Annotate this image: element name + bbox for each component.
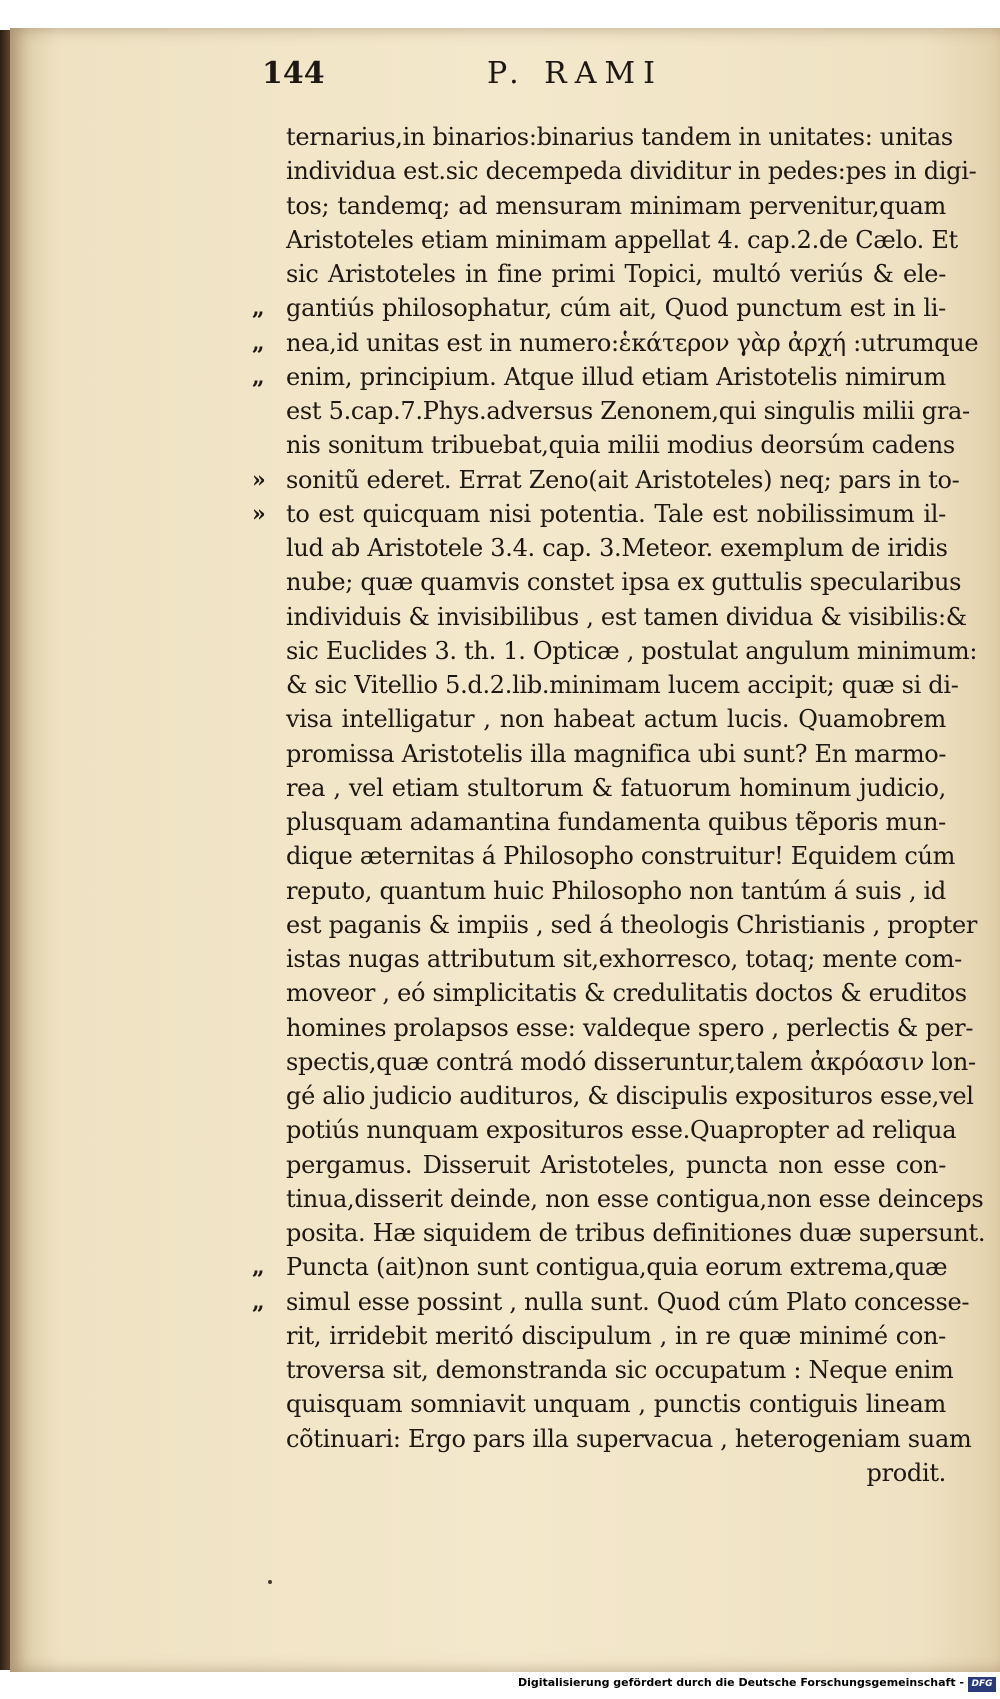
- line-text: posita. Hæ siquidem de tribus definitiones duæ supersunt.: [286, 1219, 986, 1247]
- line-text: to est quicquam nisi potentia. Tale est nobilissimum il-: [286, 499, 946, 528]
- quotation-marker: »: [252, 466, 266, 493]
- text-line: [286, 1045, 976, 1079]
- text-line: [286, 1353, 954, 1387]
- line-text: tos; tandemq; ad mensuram minimam pervenitur,quam: [286, 191, 946, 220]
- text-line: [252, 326, 979, 360]
- line-text: sic Aristoteles in fine primi Topici, multó veriús & ele-: [286, 260, 946, 288]
- line-text: gé alio judicio audituros, & discipulis exposituros esse,vel: [286, 1082, 974, 1110]
- quotation-marker: „: [252, 363, 265, 390]
- text-line: [286, 908, 978, 942]
- text-line: [286, 120, 953, 154]
- line-text: plusquam adamantina fundamenta quibus tẽporis mun-: [286, 808, 946, 836]
- line-text: simul esse possint , nulla sunt. Quod cúm Plato concesse-: [286, 1287, 970, 1316]
- line-text: visa intelligatur , non habeat actum lucis. Quamobrem: [286, 705, 946, 734]
- text-line: [252, 1250, 948, 1284]
- line-text: ternarius,in binarios:binarius tandem in unitates: unitas: [286, 123, 953, 151]
- line-text: homines prolapsos esse: valdeque spero , perlectis & per-: [286, 1013, 974, 1042]
- text-line: [286, 668, 959, 702]
- line-text: nube; quæ quamvis constet ipsa ex guttulis specularibus: [286, 568, 962, 597]
- text-line: [286, 1113, 957, 1147]
- quotation-marker: »: [252, 500, 266, 527]
- page-number: 144: [262, 56, 325, 91]
- text-line: [286, 600, 967, 634]
- quotation-marker: „: [252, 295, 265, 322]
- line-text: potiús nunquam exposituros esse.Quapropter ad reliqua: [286, 1116, 957, 1145]
- text-line: [286, 1148, 946, 1182]
- text-line: [286, 154, 977, 188]
- text-line: [286, 394, 970, 428]
- text-line: [286, 428, 955, 462]
- text-line: [252, 1285, 970, 1319]
- text-line: [252, 497, 946, 531]
- line-text: promissa Aristotelis illa magnifica ubi sunt? En marmo-: [286, 739, 947, 768]
- funding-credit: Digitalisierung gefördert durch die Deutsche Forschungsgemeinschaft -: [517, 1676, 964, 1689]
- line-text: nis sonitum tribuebat,quia milii modius deorsúm cadens: [286, 431, 955, 460]
- body-text: [252, 120, 986, 1490]
- line-text: rea , vel etiam stultorum & fatuorum hominum judicio,: [286, 773, 946, 802]
- text-line: [286, 1011, 974, 1045]
- text-line: [286, 702, 946, 736]
- line-text: dique æternitas á Philosopho construitur! Equidem cúm: [286, 842, 956, 871]
- line-text: prodit.: [866, 1458, 946, 1487]
- line-text: tinua,disserit deinde, non esse contigua,non esse deinceps: [286, 1184, 984, 1213]
- text-line: [286, 1079, 974, 1113]
- line-text: enim, principium. Atque illud etiam Aristotelis nimirum: [286, 362, 946, 391]
- text-line: [286, 1456, 946, 1490]
- text-line: [286, 634, 978, 668]
- line-text: individuis & invisibilibus , est tamen dividua & visibilis:&: [286, 602, 967, 631]
- running-title: P. RAMI: [487, 56, 663, 91]
- quotation-marker: „: [252, 1288, 265, 1315]
- text-line: [286, 257, 946, 291]
- text-line: [286, 1387, 946, 1421]
- line-text: Aristoteles etiam minimam appellat 4. cap.2.de Cælo. Et: [286, 225, 958, 254]
- text-line: [286, 874, 946, 908]
- line-text: lud ab Aristotele 3.4. cap. 3.Meteor. exemplum de iridis: [286, 534, 948, 562]
- line-text: istas nugas attributum sit,exhorresco, totaq; mente com-: [286, 945, 962, 973]
- ink-speck: [268, 1580, 272, 1584]
- text-line: [286, 839, 956, 873]
- text-line: [286, 223, 958, 257]
- text-line: [286, 942, 962, 976]
- text-line: [286, 1319, 946, 1353]
- text-line: [286, 737, 946, 771]
- line-text: nea,id unitas est in numero:ἑκάτερον γὰρ ἀρχή :utrumque: [286, 328, 979, 357]
- text-line: [252, 360, 946, 394]
- line-text: gantiús philosophatur, cúm ait, Quod punctum est in li-: [286, 294, 946, 323]
- line-text: pergamus. Disseruit Aristoteles, puncta non esse con-: [286, 1150, 946, 1179]
- text-line: [286, 1182, 984, 1216]
- quotation-marker: „: [252, 1254, 265, 1281]
- footer-bar: [0, 1672, 1000, 1699]
- text-line: [286, 565, 962, 599]
- line-text: moveor , eó simplicitatis & credulitatis doctos & eruditos: [286, 979, 967, 1008]
- line-text: quisquam somniavit unquam , punctis contiguis lineam: [286, 1390, 946, 1419]
- text-line: [252, 291, 946, 325]
- line-text: troversa sit, demonstranda sic occupatum : Neque enim: [286, 1356, 954, 1384]
- line-text: reputo, quantum huic Philosopho non tantúm á suis , id: [286, 876, 946, 905]
- line-text: est paganis & impiis , sed á theologis Christianis , propter: [286, 910, 978, 939]
- text-line: [286, 1216, 986, 1250]
- dfg-logo-icon: DFG: [968, 1677, 996, 1692]
- text-line: [286, 976, 967, 1010]
- text-line: [252, 463, 960, 497]
- text-line: [286, 1422, 972, 1456]
- text-line: [286, 771, 946, 805]
- line-text: sonitũ ederet. Errat Zeno(ait Aristoteles) neq; pars in to-: [286, 465, 960, 494]
- line-text: est 5.cap.7.Phys.adversus Zenonem,qui singulis milii gra-: [286, 397, 970, 425]
- line-text: Puncta (ait)non sunt contigua,quia eorum extrema,quæ: [286, 1253, 948, 1282]
- line-text: sic Euclides 3. th. 1. Opticæ , postulat angulum minimum:: [286, 636, 978, 665]
- text-line: [286, 189, 946, 223]
- line-text: rit, irridebit meritó discipulum , in re quæ minimé con-: [286, 1321, 946, 1350]
- line-text: individua est.sic decempeda dividitur in pedes:pes in digi-: [286, 157, 977, 186]
- line-text: cõtinuari: Ergo pars illa supervacua , heterogeniam suam: [286, 1424, 972, 1453]
- line-text: & sic Vitellio 5.d.2.lib.minimam lucem accipit; quæ si di-: [286, 671, 959, 699]
- quotation-marker: „: [252, 329, 265, 356]
- text-line: [286, 531, 946, 565]
- text-line: [286, 805, 946, 839]
- line-text: spectis,quæ contrá modó disseruntur,talem ἀκρόασιν lon-: [286, 1047, 976, 1076]
